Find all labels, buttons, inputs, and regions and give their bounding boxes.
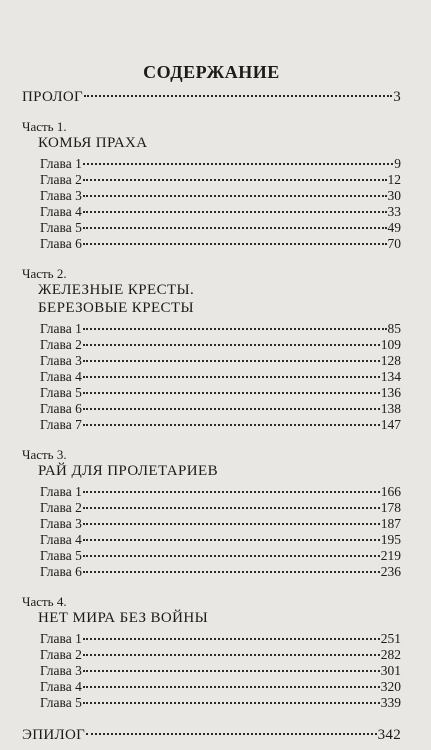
dot-leader: [83, 376, 380, 378]
entry-page: 320: [380, 679, 401, 694]
entry-page: 3: [393, 89, 401, 105]
part-title-line: БЕРЕЗОВЫЕ КРЕСТЫ: [38, 300, 194, 316]
entry-page: 301: [380, 663, 401, 678]
entry-page: 33: [387, 204, 401, 219]
entry-label: Глава 2: [40, 337, 82, 352]
entry-page: 339: [380, 695, 401, 710]
entry-page: 30: [387, 188, 401, 203]
toc-entry-chapter: [22, 663, 401, 679]
part-title: [22, 462, 401, 480]
entry-label: Глава 5: [40, 695, 82, 710]
entry-page: 147: [380, 417, 401, 432]
toc-entry-chapter: [22, 188, 401, 204]
dot-leader: [83, 163, 393, 165]
toc-parts: [22, 119, 401, 711]
toc-entry-prologue: [22, 89, 401, 105]
toc-entry-chapter: [22, 156, 401, 172]
dot-leader: [83, 195, 387, 197]
dot-leader: [83, 523, 380, 525]
entry-label: Глава 3: [40, 516, 82, 531]
toc-entry-chapter: [22, 631, 401, 647]
entry-label: Глава 5: [40, 220, 82, 235]
entry-page: 178: [380, 500, 401, 515]
part-label: Часть 3.: [22, 447, 67, 462]
dot-leader: [83, 360, 380, 362]
entry-page: 134: [380, 369, 401, 384]
entry-page: 49: [387, 220, 401, 235]
entry-page: 166: [380, 484, 401, 499]
dot-leader: [86, 733, 377, 735]
dot-leader: [83, 392, 380, 394]
toc-entry-chapter: [22, 417, 401, 433]
dot-leader: [83, 670, 380, 672]
dot-leader: [83, 243, 387, 245]
dot-leader: [83, 408, 380, 410]
part-title-line: ЖЕЛЕЗНЫЕ КРЕСТЫ.: [38, 282, 195, 298]
entry-label: Глава 3: [40, 663, 82, 678]
entry-label: Глава 1: [40, 321, 82, 336]
toc-entry-chapter: [22, 236, 401, 252]
entry-page: 282: [380, 647, 401, 662]
dot-leader: [83, 638, 380, 640]
dot-leader: [83, 179, 387, 181]
chapter-list: [22, 631, 401, 711]
toc-entry-chapter: [22, 353, 401, 369]
entry-label: Глава 6: [40, 401, 82, 416]
entry-label: Глава 4: [40, 679, 82, 694]
entry-label: Глава 7: [40, 417, 82, 432]
dot-leader: [83, 507, 380, 509]
entry-page: 9: [394, 156, 401, 171]
dot-leader: [83, 491, 380, 493]
part-title-line: НЕТ МИРА БЕЗ ВОЙНЫ: [38, 610, 209, 626]
toc-entry-chapter: [22, 172, 401, 188]
toc-entry-chapter: [22, 679, 401, 695]
toc-entry-chapter: [22, 647, 401, 663]
entry-page: 109: [380, 337, 401, 352]
dot-leader: [83, 424, 380, 426]
entry-label: Глава 4: [40, 204, 82, 219]
entry-page: 70: [387, 236, 401, 251]
toc-entry-chapter: [22, 321, 401, 337]
entry-page: 85: [387, 321, 401, 336]
entry-label: Глава 2: [40, 172, 82, 187]
toc-entry-chapter: [22, 484, 401, 500]
entry-page: 342: [377, 727, 401, 743]
toc-entry-chapter: [22, 220, 401, 236]
entry-label: Глава 2: [40, 500, 82, 515]
toc-entry-chapter: [22, 500, 401, 516]
dot-leader: [83, 344, 380, 346]
entry-page: 236: [380, 564, 401, 579]
entry-label: Глава 3: [40, 188, 82, 203]
entry-page: 138: [380, 401, 401, 416]
dot-leader: [83, 328, 387, 330]
entry-label: ЭПИЛОГ: [22, 727, 86, 743]
dot-leader: [83, 539, 380, 541]
entry-label: Глава 1: [40, 484, 82, 499]
part-title-line: КОМЬЯ ПРАХА: [38, 135, 148, 151]
dot-leader: [83, 702, 380, 704]
entry-label: Глава 2: [40, 647, 82, 662]
dot-leader: [83, 654, 380, 656]
entry-page: 187: [380, 516, 401, 531]
part-title: [22, 134, 401, 152]
toc-entry-chapter: [22, 369, 401, 385]
dot-leader: [83, 555, 380, 557]
toc-entry-chapter: [22, 401, 401, 417]
toc-entry-chapter: [22, 204, 401, 220]
entry-page: 12: [387, 172, 401, 187]
entry-label: Глава 4: [40, 532, 82, 547]
chapter-list: [22, 156, 401, 252]
entry-label: Глава 1: [40, 631, 82, 646]
toc-entry-chapter: [22, 516, 401, 532]
part-label: Часть 2.: [22, 266, 67, 281]
part-title: [22, 609, 401, 627]
entry-label: ПРОЛОГ: [22, 89, 83, 105]
toc-entry-chapter: [22, 532, 401, 548]
dot-leader: [83, 227, 387, 229]
entry-label: Глава 6: [40, 564, 82, 579]
part-label: Часть 4.: [22, 594, 67, 609]
entry-page: 195: [380, 532, 401, 547]
part-title: [22, 281, 401, 317]
entry-page: 251: [380, 631, 401, 646]
entry-label: Глава 5: [40, 385, 82, 400]
toc-entry-epilogue: [22, 727, 401, 743]
part-title-line: РАЙ ДЛЯ ПРОЛЕТАРИЕВ: [38, 463, 218, 479]
toc-entry-chapter: [22, 337, 401, 353]
dot-leader: [84, 95, 392, 97]
entry-label: Глава 4: [40, 369, 82, 384]
toc-title: СОДЕРЖАНИЕ: [143, 62, 280, 82]
chapter-list: [22, 321, 401, 433]
toc-entry-chapter: [22, 564, 401, 580]
entry-page: 219: [380, 548, 401, 563]
entry-label: Глава 6: [40, 236, 82, 251]
entry-label: Глава 1: [40, 156, 82, 171]
toc-entry-chapter: [22, 695, 401, 711]
entry-label: Глава 5: [40, 548, 82, 563]
dot-leader: [83, 571, 380, 573]
dot-leader: [83, 686, 380, 688]
entry-page: 136: [380, 385, 401, 400]
part-label: Часть 1.: [22, 119, 67, 134]
chapter-list: [22, 484, 401, 580]
entry-label: Глава 3: [40, 353, 82, 368]
toc-entry-chapter: [22, 548, 401, 564]
toc-entry-chapter: [22, 385, 401, 401]
entry-page: 128: [380, 353, 401, 368]
dot-leader: [83, 211, 387, 213]
